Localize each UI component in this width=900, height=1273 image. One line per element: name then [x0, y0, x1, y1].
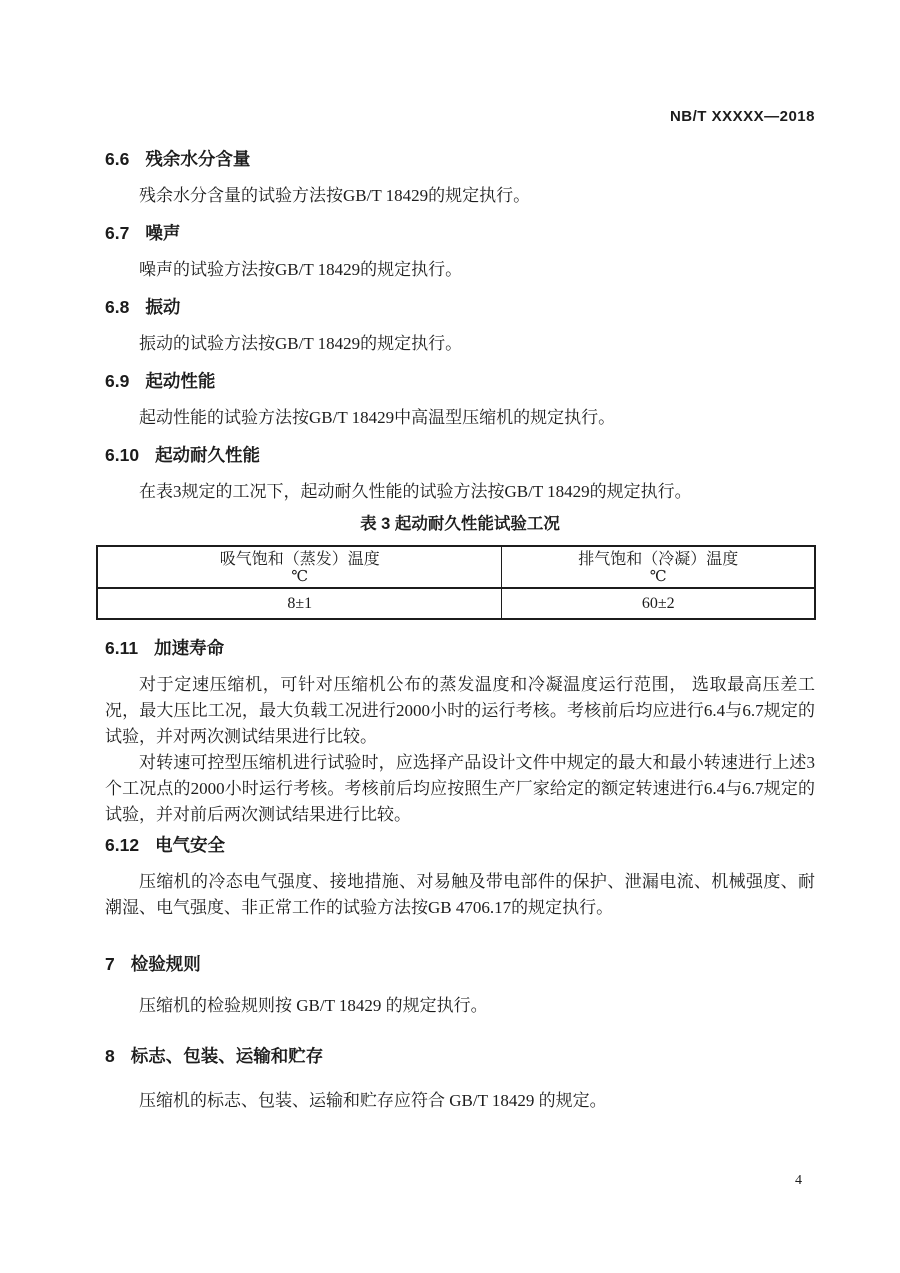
section-heading-6-8 [105, 294, 815, 320]
chapter-paragraph: 压缩机的标志、包装、运输和贮存应符合 GB/T 18429 的规定。 [139, 1091, 607, 1110]
column-unit: ℃ [649, 569, 667, 585]
section-heading-6-6 [105, 146, 815, 172]
chapter-number: 7 [105, 954, 115, 974]
section-title: 起动性能 [145, 371, 216, 391]
table3-caption: 表 3 起动耐久性能试验工况 [360, 515, 560, 533]
section-heading-6-7 [105, 220, 815, 246]
section-heading-6-9 [105, 368, 815, 394]
section-title: 噪声 [145, 223, 181, 243]
table-header-cell-suction [97, 546, 502, 588]
column-unit: ℃ [291, 569, 309, 585]
section-paragraph: 在表3规定的工况下，起动耐久性能的试验方法按GB/T 18429的规定执行。 [139, 482, 692, 501]
section-title: 起动耐久性能 [155, 445, 261, 465]
table3 [96, 545, 816, 620]
section-number: 6.10 [105, 445, 140, 465]
section-title: 残余水分含量 [145, 149, 251, 169]
section-title: 振动 [145, 297, 181, 317]
table-header-cell-discharge [502, 546, 815, 588]
section-paragraph: 振动的试验方法按GB/T 18429的规定执行。 [139, 334, 463, 353]
table-data-row [97, 588, 815, 619]
chapter-heading-7 [105, 951, 815, 977]
chapter-paragraph: 压缩机的检验规则按 GB/T 18429 的规定执行。 [139, 996, 488, 1015]
section-number: 6.9 [105, 371, 130, 391]
section-number: 6.11 [105, 638, 139, 658]
chapter-title: 检验规则 [130, 954, 201, 974]
table-cell-suction-value: 8±1 [97, 588, 502, 619]
page-number: 4 [795, 1173, 802, 1188]
column-title: 排气饱和（冷凝）温度 [578, 551, 739, 568]
chapter-heading-8 [105, 1043, 815, 1069]
section-paragraph: 压缩机的冷态电气强度、接地措施、对易触及带电部件的保护、泄漏电流、机械强度、耐潮湿、电气强度、非正常工作的试验方法按GB 4706.17的规定执行。 [105, 872, 815, 917]
section-number: 6.7 [105, 223, 130, 243]
section-heading-6-11 [105, 635, 815, 661]
chapter-title: 标志、包装、运输和贮存 [130, 1046, 324, 1066]
section-heading-6-12 [105, 832, 815, 858]
page-content [105, 0, 815, 1114]
section-heading-6-10 [105, 442, 815, 468]
column-title: 吸气饱和（蒸发）温度 [219, 551, 380, 568]
table-cell-discharge-value: 60±2 [502, 588, 815, 619]
section-paragraph: 对于定速压缩机，可针对压缩机公布的蒸发温度和冷凝温度运行范围， 选取最高压差工况，最大压比工况，最大负载工况进行2000小时的运行考核。考核前后均应进行6.4与6.7规定的试验，并对两次测试结果进行比较。 [105, 675, 815, 746]
section-number: 6.8 [105, 297, 130, 317]
standard-number-header: NB/T XXXXX—2018 [669, 108, 815, 125]
section-paragraph: 残余水分含量的试验方法按GB/T 18429的规定执行。 [139, 186, 531, 205]
section-title: 电气安全 [155, 835, 226, 855]
section-paragraph: 起动性能的试验方法按GB/T 18429中高温型压缩机的规定执行。 [139, 408, 616, 427]
section-number: 6.12 [105, 835, 140, 855]
section-number: 6.6 [105, 149, 130, 169]
section-title: 加速寿命 [154, 638, 225, 658]
table3-container [96, 545, 816, 620]
section-paragraph: 噪声的试验方法按GB/T 18429的规定执行。 [139, 260, 463, 279]
table-header-row [97, 546, 815, 588]
section-paragraph: 对转速可控型压缩机进行试验时，应选择产品设计文件中规定的最大和最小转速进行上述3个工况点的2000小时运行考核。考核前后均应按照生产厂家给定的额定转速进行6.4与6.7规定的试验，并对前后两次测试结果进行比较。 [105, 753, 815, 824]
chapter-number: 8 [105, 1046, 115, 1066]
